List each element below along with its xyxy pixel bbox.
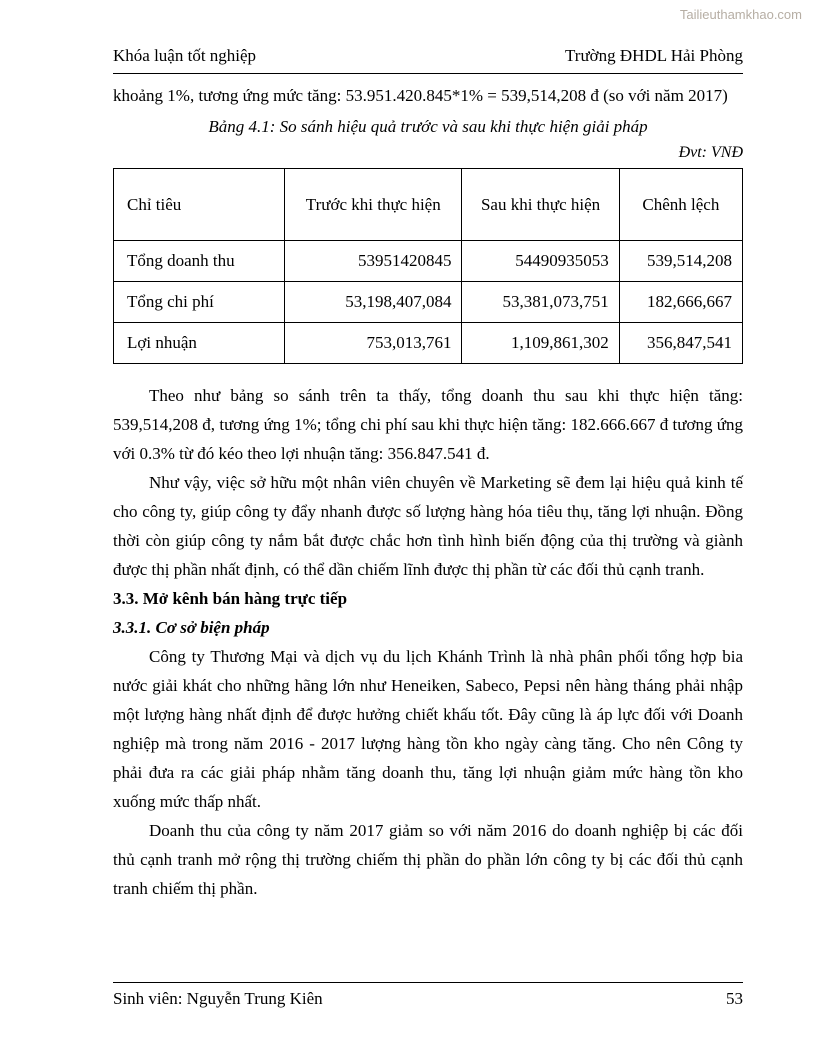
table-caption: Bảng 4.1: So sánh hiệu quả trước và sau khi thực hiện giải pháp xyxy=(208,117,648,136)
intro-paragraph: khoảng 1%, tương ứng mức tăng: 53.951.420.845*1% = 539,514,208 đ (so với năm 2017) xyxy=(113,86,728,105)
page-content xyxy=(113,46,743,903)
table-row xyxy=(114,282,743,323)
revenue-before-value: 53951420845 xyxy=(285,241,462,282)
row-label-cost: Tổng chi phí xyxy=(114,282,285,323)
table-header-row xyxy=(114,169,743,241)
page-number: 53 xyxy=(726,989,743,1008)
footer-author: Sinh viên: Nguyễn Trung Kiên xyxy=(113,989,323,1008)
cost-after-value: 53,381,073,751 xyxy=(462,282,619,323)
watermark-text: Tailieuthamkhao.com xyxy=(679,7,802,22)
analysis-paragraph: Theo như bảng so sánh trên ta thấy, tổng doanh thu sau khi thực hiện tăng: 539,514,208 đ, tương ứng 1%; tổng chi phí sau khi thực hiện tăng: 182.666.667 đ tương ứng với 0.3% từ đó kéo theo lợi nhuận tăng: 356.847.541 đ. xyxy=(113,386,743,463)
profit-before-value: 753,013,761 xyxy=(285,323,462,364)
table-header-before: Trước khi thực hiện xyxy=(285,169,462,241)
page-footer xyxy=(113,982,743,1009)
cost-difference-value: 182,666,667 xyxy=(619,282,742,323)
section-heading-3-3: 3.3. Mở kênh bán hàng trực tiếp xyxy=(113,589,348,608)
table-header-criteria: Chỉ tiêu xyxy=(114,169,285,241)
profit-difference-value: 356,847,541 xyxy=(619,323,742,364)
conclusion-paragraph: Như vậy, việc sở hữu một nhân viên chuyên về Marketing sẽ đem lại hiệu quả kinh tế cho công ty, giúp công ty đẩy nhanh được số lượng hàng hóa tiêu thụ, tăng lợi nhuận. Đồng thời còn giúp công ty nắm bắt được chắc hơn tình hình biến động của thị trường và giành được thị phần nhất định, có thể dần chiếm lĩnh được thị phần từ các đối thủ cạnh tranh. xyxy=(113,473,743,579)
table-header-after: Sau khi thực hiện xyxy=(462,169,619,241)
revenue-after-value: 54490935053 xyxy=(462,241,619,282)
row-label-profit: Lợi nhuận xyxy=(114,323,285,364)
row-label-revenue: Tổng doanh thu xyxy=(114,241,285,282)
basis-paragraph-1: Công ty Thương Mại và dịch vụ du lịch Khánh Trình là nhà phân phối tổng hợp bia nước giải khát cho những hãng lớn như Heneiken, Sabeco, Pepsi nên hàng tháng phải nhập một lượng hàng nhất định để được hưởng chiết khấu tốt. Đây cũng là áp lực đối với Doanh nghiệp mà trong năm 2016 - 2017 lượng hàng tồn kho ngày càng tăng. Cho nên Công ty phải đưa ra các giải pháp nhằm tăng doanh thu, tăng lợi nhuận giảm mức hàng tồn kho xuống mức thấp nhất. xyxy=(113,647,743,811)
table-header-difference: Chênh lệch xyxy=(619,169,742,241)
header-left-title: Khóa luận tốt nghiệp xyxy=(113,46,257,65)
profit-after-value: 1,109,861,302 xyxy=(462,323,619,364)
comparison-table xyxy=(113,168,743,364)
revenue-difference-value: 539,514,208 xyxy=(619,241,742,282)
header-right-title: Trường ĐHDL Hải Phòng xyxy=(565,46,743,65)
cost-before-value: 53,198,407,084 xyxy=(285,282,462,323)
subsection-heading-3-3-1: 3.3.1. Cơ sở biện pháp xyxy=(113,618,270,637)
table-row xyxy=(114,241,743,282)
page-header xyxy=(113,46,743,74)
table-row xyxy=(114,323,743,364)
table-unit-label: Đvt: VNĐ xyxy=(678,144,743,161)
basis-paragraph-2: Doanh thu của công ty năm 2017 giảm so với năm 2016 do doanh nghiệp bị các đối thủ cạnh tranh mở rộng thị trường chiếm thị phần do phần lớn công ty bị các đối thủ cạnh tranh chiếm thị phần. xyxy=(113,821,743,898)
